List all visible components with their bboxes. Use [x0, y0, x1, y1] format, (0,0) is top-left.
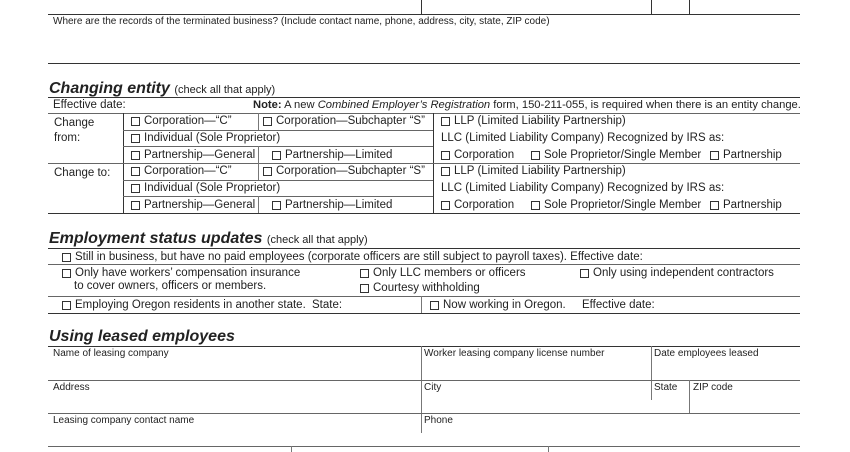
- option-label: Partnership: [723, 149, 782, 161]
- option-label: Corporation—Subchapter “S”: [276, 115, 425, 127]
- option-label: Corporation—“C”: [144, 165, 232, 177]
- from-partnership-general-option[interactable]: [131, 149, 255, 161]
- checkbox[interactable]: [272, 151, 281, 160]
- checkbox[interactable]: [263, 167, 272, 176]
- still-in-business-option[interactable]: [62, 251, 643, 263]
- zip-code-label: ZIP code: [693, 382, 733, 393]
- grid-line: [123, 146, 433, 147]
- option-label: Partnership—General: [144, 149, 256, 161]
- employment-status-subtitle: (check all that apply): [266, 234, 368, 246]
- checkbox[interactable]: [441, 167, 450, 176]
- checkbox[interactable]: [131, 167, 140, 176]
- changing-entity-top-line: [48, 97, 800, 98]
- option-label: Still in business, but have no paid employees (corporate officers are still subject to payroll taxes). Effective date:: [75, 251, 643, 263]
- grid-line: [123, 180, 433, 181]
- top-row-field[interactable]: [422, 0, 650, 13]
- to-llc-corporation-option[interactable]: [441, 199, 514, 211]
- from-llc-sole-proprietor-option[interactable]: [531, 149, 701, 161]
- checkbox[interactable]: [131, 117, 140, 126]
- llc-members-only-option[interactable]: [360, 267, 526, 279]
- grid-line: [421, 346, 422, 433]
- grid-line: [123, 196, 433, 197]
- top-row-bottom-line: [48, 14, 800, 15]
- state-field[interactable]: [350, 298, 418, 312]
- grid-line: [258, 196, 259, 213]
- option-label: Only LLC members or officers: [373, 267, 526, 279]
- option-label: Partnership: [723, 199, 782, 211]
- records-location-field[interactable]: [49, 30, 799, 62]
- checkbox[interactable]: [441, 201, 450, 210]
- changing-entity-title: Changing entity: [49, 80, 170, 97]
- checkbox[interactable]: [263, 117, 272, 126]
- leased-top-line: [48, 346, 800, 347]
- independent-contractors-option[interactable]: [580, 267, 774, 279]
- option-label: Corporation: [454, 199, 515, 211]
- checkbox[interactable]: [531, 151, 540, 160]
- state-field[interactable]: [653, 394, 686, 412]
- checkbox[interactable]: [131, 201, 140, 210]
- note-form-name: Combined Employer’s Registration: [317, 99, 491, 111]
- date-leased-field[interactable]: [653, 360, 799, 379]
- option-label: Individual (Sole Proprietor): [144, 182, 281, 194]
- address-label: Address: [53, 382, 90, 393]
- checkbox[interactable]: [441, 151, 450, 160]
- still-in-business-effective-date-field[interactable]: [660, 250, 798, 263]
- address-field[interactable]: [49, 394, 419, 412]
- grid-line: [258, 163, 259, 180]
- effective-date-label: Effective date:: [53, 99, 126, 111]
- from-partnership-limited-option[interactable]: [272, 149, 392, 161]
- changing-entity-bottom-line: [48, 213, 800, 214]
- checkbox[interactable]: [710, 151, 719, 160]
- option-label: Corporation—Subchapter “S”: [276, 165, 425, 177]
- grid-line: [48, 264, 800, 265]
- grid-line: [48, 413, 800, 414]
- employment-status-heading: [49, 230, 368, 248]
- note-text: form, 150-211-055, is required when there is an entity change.: [493, 99, 801, 111]
- option-label: LLP (Limited Liability Partnership): [454, 115, 626, 127]
- grid-line: [48, 380, 800, 381]
- checkbox[interactable]: [710, 201, 719, 210]
- from-corporation-c-option[interactable]: [131, 115, 232, 127]
- entity-change-note: [253, 99, 801, 111]
- checkbox[interactable]: [360, 269, 369, 278]
- grid-line: [48, 113, 800, 114]
- checkbox[interactable]: [131, 134, 140, 143]
- changing-entity-subtitle: (check all that apply): [174, 84, 276, 96]
- option-label: Now working in Oregon.: [443, 299, 566, 311]
- workers-comp-only-label-line2: to cover owners, officers or members.: [74, 280, 267, 292]
- city-field[interactable]: [423, 394, 648, 412]
- to-corporation-s-option[interactable]: [263, 165, 425, 177]
- grid-line: [421, 296, 422, 313]
- employment-status-top-line: [48, 248, 800, 249]
- top-row-field[interactable]: [652, 0, 688, 13]
- option-label: Sole Proprietor/Single Member: [544, 199, 702, 211]
- from-llc-heading: LLC (Limited Liability Company) Recognized by IRS as:: [441, 132, 725, 144]
- option-label: Partnership—Limited: [285, 149, 393, 161]
- employment-status-bottom-line: [48, 313, 800, 314]
- option-label: Corporation—“C”: [144, 115, 232, 127]
- grid-line: [258, 113, 259, 130]
- grid-line: [48, 163, 800, 164]
- to-llp-option[interactable]: [441, 165, 626, 177]
- checkbox[interactable]: [430, 301, 439, 310]
- grid-line: [258, 146, 259, 163]
- option-label: LLP (Limited Liability Partnership): [454, 165, 626, 177]
- option-label: Only have workers’ compensation insurance: [75, 267, 301, 279]
- from-llc-corporation-option[interactable]: [441, 149, 514, 161]
- checkbox[interactable]: [62, 253, 71, 262]
- checkbox[interactable]: [580, 269, 589, 278]
- employing-oregon-residents-option[interactable]: [62, 299, 306, 311]
- now-working-effective-date-field[interactable]: [662, 298, 798, 312]
- option-label: Individual (Sole Proprietor): [144, 132, 281, 144]
- option-label: Only using independent contractors: [593, 267, 774, 279]
- license-number-field[interactable]: [423, 360, 648, 379]
- checkbox[interactable]: [131, 184, 140, 193]
- checkbox[interactable]: [441, 117, 450, 126]
- change-from-label: Change from:: [54, 117, 95, 144]
- changing-entity-heading: [49, 80, 275, 98]
- note-text: A new: [284, 99, 315, 111]
- state-label: State: [654, 382, 678, 393]
- top-row-field[interactable]: [690, 0, 800, 13]
- contact-name-field[interactable]: [49, 427, 419, 445]
- option-label: Sole Proprietor/Single Member: [544, 149, 702, 161]
- zip-code-field[interactable]: [691, 394, 799, 412]
- date-leased-label: Date employees leased: [654, 348, 759, 359]
- checkbox[interactable]: [62, 269, 71, 278]
- grid-line: [48, 296, 800, 297]
- leasing-company-name-field[interactable]: [49, 360, 419, 379]
- option-label: Corporation: [454, 149, 515, 161]
- grid-line: [291, 446, 292, 452]
- to-llc-sole-proprietor-option[interactable]: [531, 199, 701, 211]
- to-corporation-c-option[interactable]: [131, 165, 232, 177]
- checkbox[interactable]: [531, 201, 540, 210]
- to-partnership-limited-option[interactable]: [272, 199, 392, 211]
- courtesy-withholding-option[interactable]: [360, 282, 480, 294]
- to-llc-partnership-option[interactable]: [710, 199, 782, 211]
- grid-line: [48, 446, 800, 447]
- to-partnership-general-option[interactable]: [131, 199, 255, 211]
- changing-effective-date-field[interactable]: [140, 99, 240, 112]
- phone-label: Phone: [424, 415, 453, 426]
- checkbox[interactable]: [360, 284, 369, 293]
- checkbox[interactable]: [272, 201, 281, 210]
- option-label: Courtesy withholding: [373, 282, 480, 294]
- grid-line: [123, 130, 433, 131]
- leased-employees-heading: Using leased employees: [49, 328, 235, 345]
- city-label: City: [424, 382, 442, 393]
- employment-status-title: Employment status updates: [49, 230, 263, 247]
- from-llp-option[interactable]: [441, 115, 626, 127]
- grid-line: [548, 446, 549, 452]
- license-number-label: Worker leasing company license number: [424, 348, 605, 359]
- grid-line: [689, 380, 690, 413]
- records-bottom-line: [48, 63, 800, 64]
- from-corporation-s-option[interactable]: [263, 115, 425, 127]
- phone-field[interactable]: [423, 427, 799, 445]
- option-label: Employing Oregon residents in another state.: [75, 299, 306, 311]
- grid-line: [651, 346, 652, 400]
- change-to-label: Change to:: [54, 167, 111, 179]
- checkbox[interactable]: [62, 301, 71, 310]
- option-label: Partnership—Limited: [285, 199, 393, 211]
- to-individual-option[interactable]: [131, 182, 280, 194]
- state-label: State:: [312, 299, 343, 311]
- checkbox[interactable]: [131, 151, 140, 160]
- from-individual-option[interactable]: [131, 132, 280, 144]
- records-question-label: Where are the records of the terminated business? (Include contact name, phone, address, city, state, ZIP code): [53, 16, 550, 27]
- now-working-in-oregon-option[interactable]: [430, 299, 566, 311]
- option-label: Partnership—General: [144, 199, 256, 211]
- to-llc-heading: LLC (Limited Liability Company) Recognized by IRS as:: [441, 182, 725, 194]
- note-label: Note:: [253, 99, 282, 111]
- from-llc-partnership-option[interactable]: [710, 149, 782, 161]
- workers-comp-only-option[interactable]: [62, 267, 300, 279]
- leasing-company-name-label: Name of leasing company: [53, 348, 169, 359]
- now-working-effective-date-label: Effective date:: [582, 299, 655, 311]
- contact-name-label: Leasing company contact name: [53, 415, 195, 426]
